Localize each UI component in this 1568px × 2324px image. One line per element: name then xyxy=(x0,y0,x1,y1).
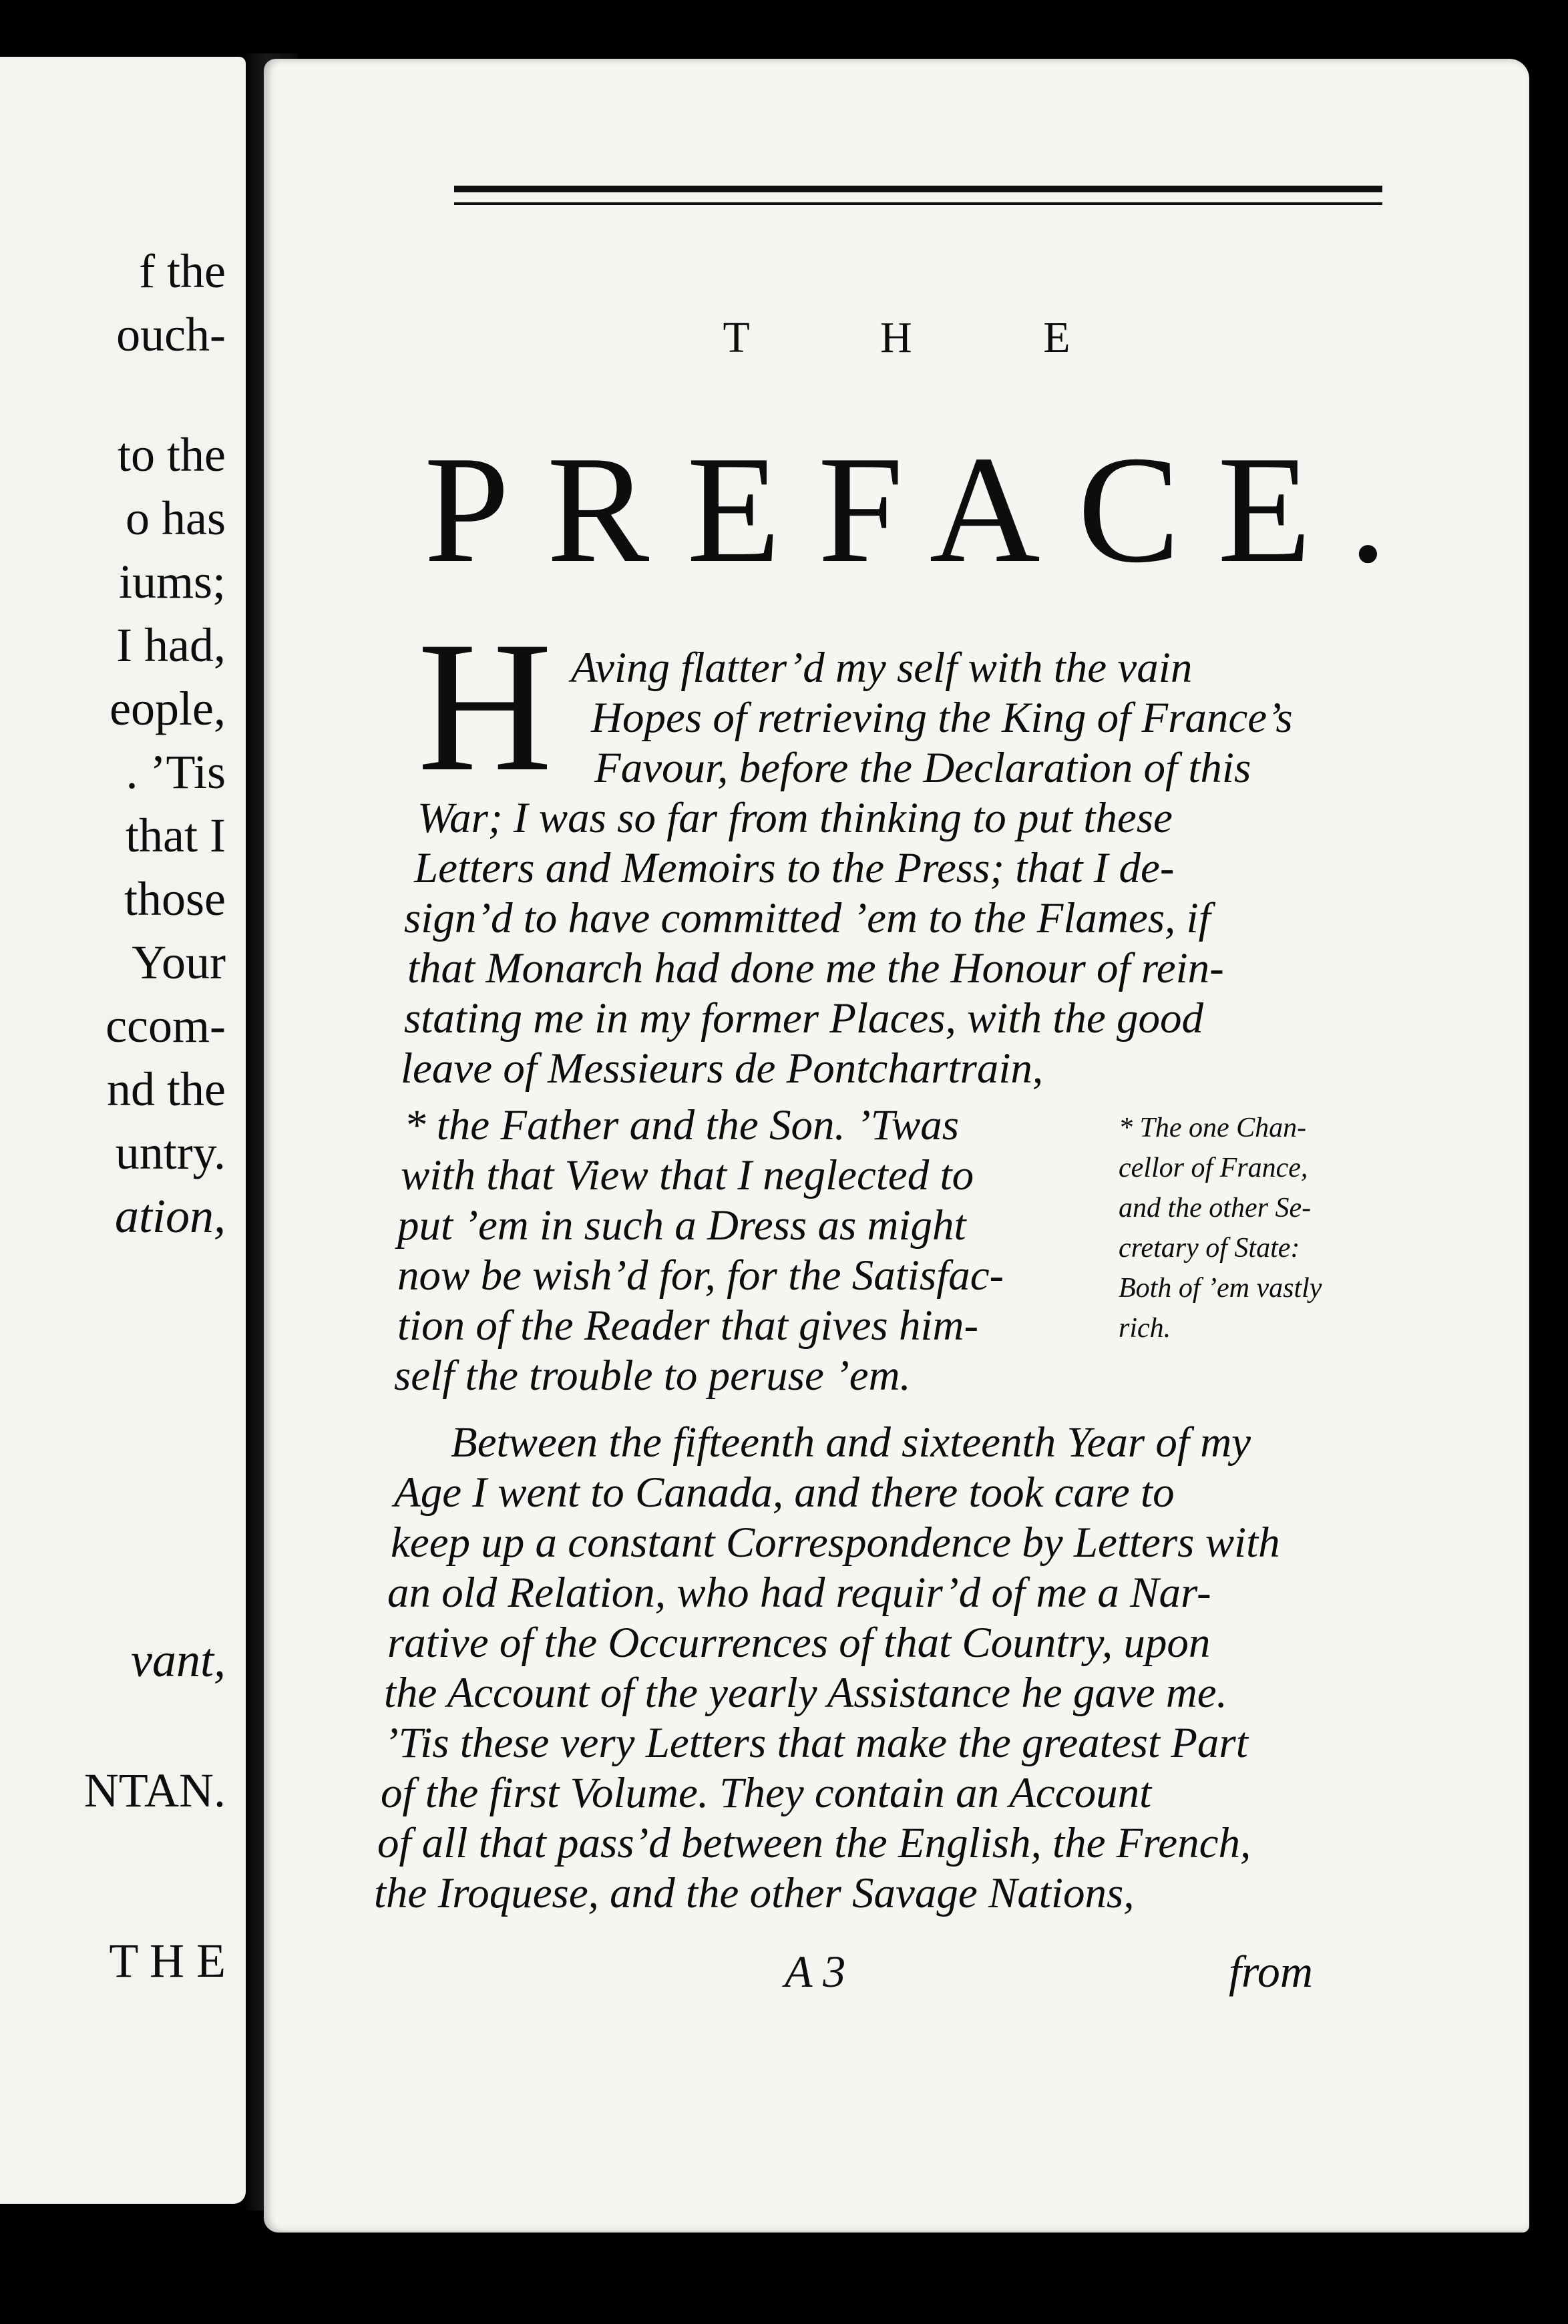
left-text-line: eople, xyxy=(110,682,226,735)
body-line: tion of the Reader that gives him- xyxy=(397,1302,979,1350)
left-text-line: ccom- xyxy=(106,999,226,1052)
page-title: PREFACE. xyxy=(424,424,1425,594)
body-line: ’Tis these very Letters that make the greatest Part xyxy=(384,1719,1248,1767)
left-text-line: o has xyxy=(126,492,226,545)
body-line: with that View that I neglected to xyxy=(401,1151,974,1199)
left-page xyxy=(0,57,246,2204)
body-line: put ’em in such a Dress as might xyxy=(397,1201,966,1249)
left-text-line: to the xyxy=(118,428,226,481)
body-line: War; I was so far from thinking to put these xyxy=(417,794,1173,842)
body-line: Hopes of retrieving the King of France’s xyxy=(591,694,1293,742)
body-line: that Monarch had done me the Honour of rein- xyxy=(407,944,1224,992)
body-line: Age I went to Canada, and there took care to xyxy=(394,1469,1175,1517)
body-line: Favour, before the Declaration of this xyxy=(594,744,1251,792)
right-page xyxy=(264,59,1529,2233)
left-text-line: f the xyxy=(139,244,226,298)
body-line: of all that pass’d between the English, the French, xyxy=(377,1819,1251,1867)
side-note-line: cellor of France, xyxy=(1119,1153,1308,1183)
body-line: keep up a constant Correspondence by Letters with xyxy=(391,1519,1280,1567)
left-text-line: NTAN. xyxy=(83,1764,226,1817)
header-rule-thick xyxy=(454,186,1382,192)
drop-cap: H xyxy=(417,602,553,810)
side-note-line: rich. xyxy=(1119,1313,1171,1344)
side-note-line: cretary of State: xyxy=(1119,1233,1300,1264)
body-line: now be wish’d for, for the Satisfac- xyxy=(397,1251,1004,1300)
left-text-line: Your xyxy=(132,936,226,989)
body-line: stating me in my former Places, with the good xyxy=(404,994,1203,1042)
body-line: an old Relation, who had requir’d of me a Nar- xyxy=(387,1569,1211,1617)
left-text-line: vant, xyxy=(131,1633,226,1687)
heading-the: T H E xyxy=(723,313,1131,362)
left-text-line: ouch- xyxy=(116,308,226,361)
header-rule-thin xyxy=(454,202,1382,205)
left-text-line: T H E xyxy=(109,1934,226,1987)
body-line: of the first Volume. They contain an Account xyxy=(381,1769,1152,1817)
left-text-line: iums; xyxy=(118,555,226,608)
side-note-line: * The one Chan- xyxy=(1119,1113,1307,1143)
body-line: Aving flatter’d my self with the vain xyxy=(571,644,1193,692)
left-text-line: . ’Tis xyxy=(126,745,226,799)
body-line: sign’d to have committed ’em to the Flames, if xyxy=(404,894,1211,942)
body-line: Letters and Memoirs to the Press; that I de- xyxy=(414,844,1175,892)
body-line: the Iroquese, and the other Savage Nations, xyxy=(374,1869,1135,1917)
signature-mark: A 3 xyxy=(785,1946,846,1997)
left-text-line: nd the xyxy=(107,1062,226,1116)
side-note-line: and the other Se- xyxy=(1119,1193,1312,1223)
left-text-line: those xyxy=(124,872,226,926)
body-line: the Account of the yearly Assistance he gave me. xyxy=(384,1669,1227,1717)
body-line: self the trouble to peruse ’em. xyxy=(394,1352,911,1400)
left-text-line: that I xyxy=(126,809,226,862)
body-line: rative of the Occurrences of that Country, upon xyxy=(387,1619,1211,1667)
left-text-line: ation, xyxy=(114,1189,226,1243)
catchword: from xyxy=(1229,1946,1313,1997)
side-note-line: Both of ’em vastly xyxy=(1119,1273,1322,1304)
body-line: leave of Messieurs de Pontchartrain, xyxy=(401,1044,1044,1093)
body-line: Between the fifteenth and sixteenth Year of my xyxy=(451,1418,1251,1467)
body-line: * the Father and the Son. ’Twas xyxy=(404,1101,960,1149)
left-text-line: untry. xyxy=(115,1126,226,1179)
left-text-line: I had, xyxy=(116,618,226,672)
